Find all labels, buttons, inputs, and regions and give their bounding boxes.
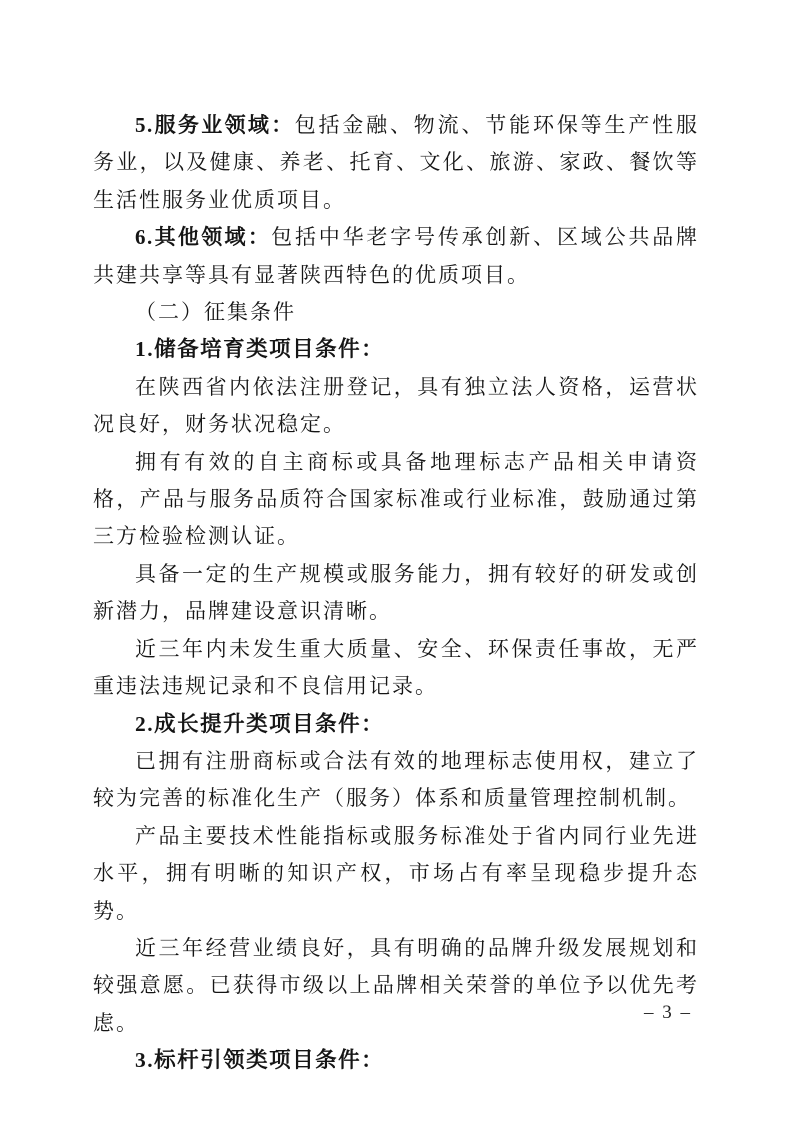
paragraph-text: 拥有有效的自主商标或具备地理标志产品相关申请资格，产品与服务品质符合国家标准或行业标准，鼓励通过第三方检验检测认证。 [93, 449, 699, 549]
paragraph-scale-requirement [93, 556, 699, 631]
document-body [93, 107, 699, 1080]
paragraph-technical-level-requirement [93, 818, 699, 930]
paragraph-text: 具备一定的生产规模或服务能力，拥有较好的研发或创新潜力，品牌建设意识清晰。 [93, 561, 699, 624]
paragraph-performance-requirement [93, 930, 699, 1042]
section-lead: 5.服务业领域： [135, 113, 295, 137]
paragraph-service-sector [93, 107, 699, 219]
paragraph-text: （二）征集条件 [135, 300, 296, 325]
page-number: – 3 – [644, 1002, 692, 1023]
section-lead: 3.标杆引领类项目条件： [135, 1048, 385, 1073]
paragraph-text: 近三年内未发生重大质量、安全、环保责任事故，无严重违法违规记录和不良信用记录。 [93, 636, 699, 699]
paragraph-text: 包括金融、物流、节能环保等生产性服务业，以及健康、养老、托育、文化、旅游、家政、餐饮等生活性服务业优质项目。 [93, 113, 699, 212]
heading-collection-conditions [93, 294, 699, 331]
heading-benchmark-leading-conditions [93, 1042, 699, 1079]
paragraph-other-sector [93, 219, 699, 294]
paragraph-registered-trademark-requirement [93, 743, 699, 818]
paragraph-text: 近三年经营业绩良好，具有明确的品牌升级发展规划和较强意愿。已获得市级以上品牌相关荣誉的单位予以优先考虑。 [93, 935, 699, 1035]
paragraph-text: 产品主要技术性能指标或服务标准处于省内同行业先进水平，拥有明晰的知识产权，市场占有率呈现稳步提升态势。 [93, 823, 699, 923]
paragraph-registration-requirement [93, 369, 699, 444]
section-lead: 2.成长提升类项目条件： [135, 711, 385, 736]
section-lead: 6.其他领域： [135, 225, 272, 250]
section-lead: 1.储备培育类项目条件： [135, 337, 385, 362]
paragraph-trademark-requirement [93, 444, 699, 556]
paragraph-text: 已拥有注册商标或合法有效的地理标志使用权，建立了较为完善的标准化生产（服务）体系和质量管理控制机制。 [93, 748, 699, 811]
heading-growth-improvement-conditions [93, 706, 699, 743]
paragraph-no-accidents-requirement [93, 631, 699, 706]
paragraph-text: 包括中华老字号传承创新、区域公共品牌共建共享等具有显著陕西特色的优质项目。 [93, 225, 700, 287]
heading-reserve-cultivation-conditions [93, 331, 699, 368]
paragraph-text: 在陕西省内依法注册登记，具有独立法人资格，运营状况良好，财务状况稳定。 [93, 374, 699, 437]
